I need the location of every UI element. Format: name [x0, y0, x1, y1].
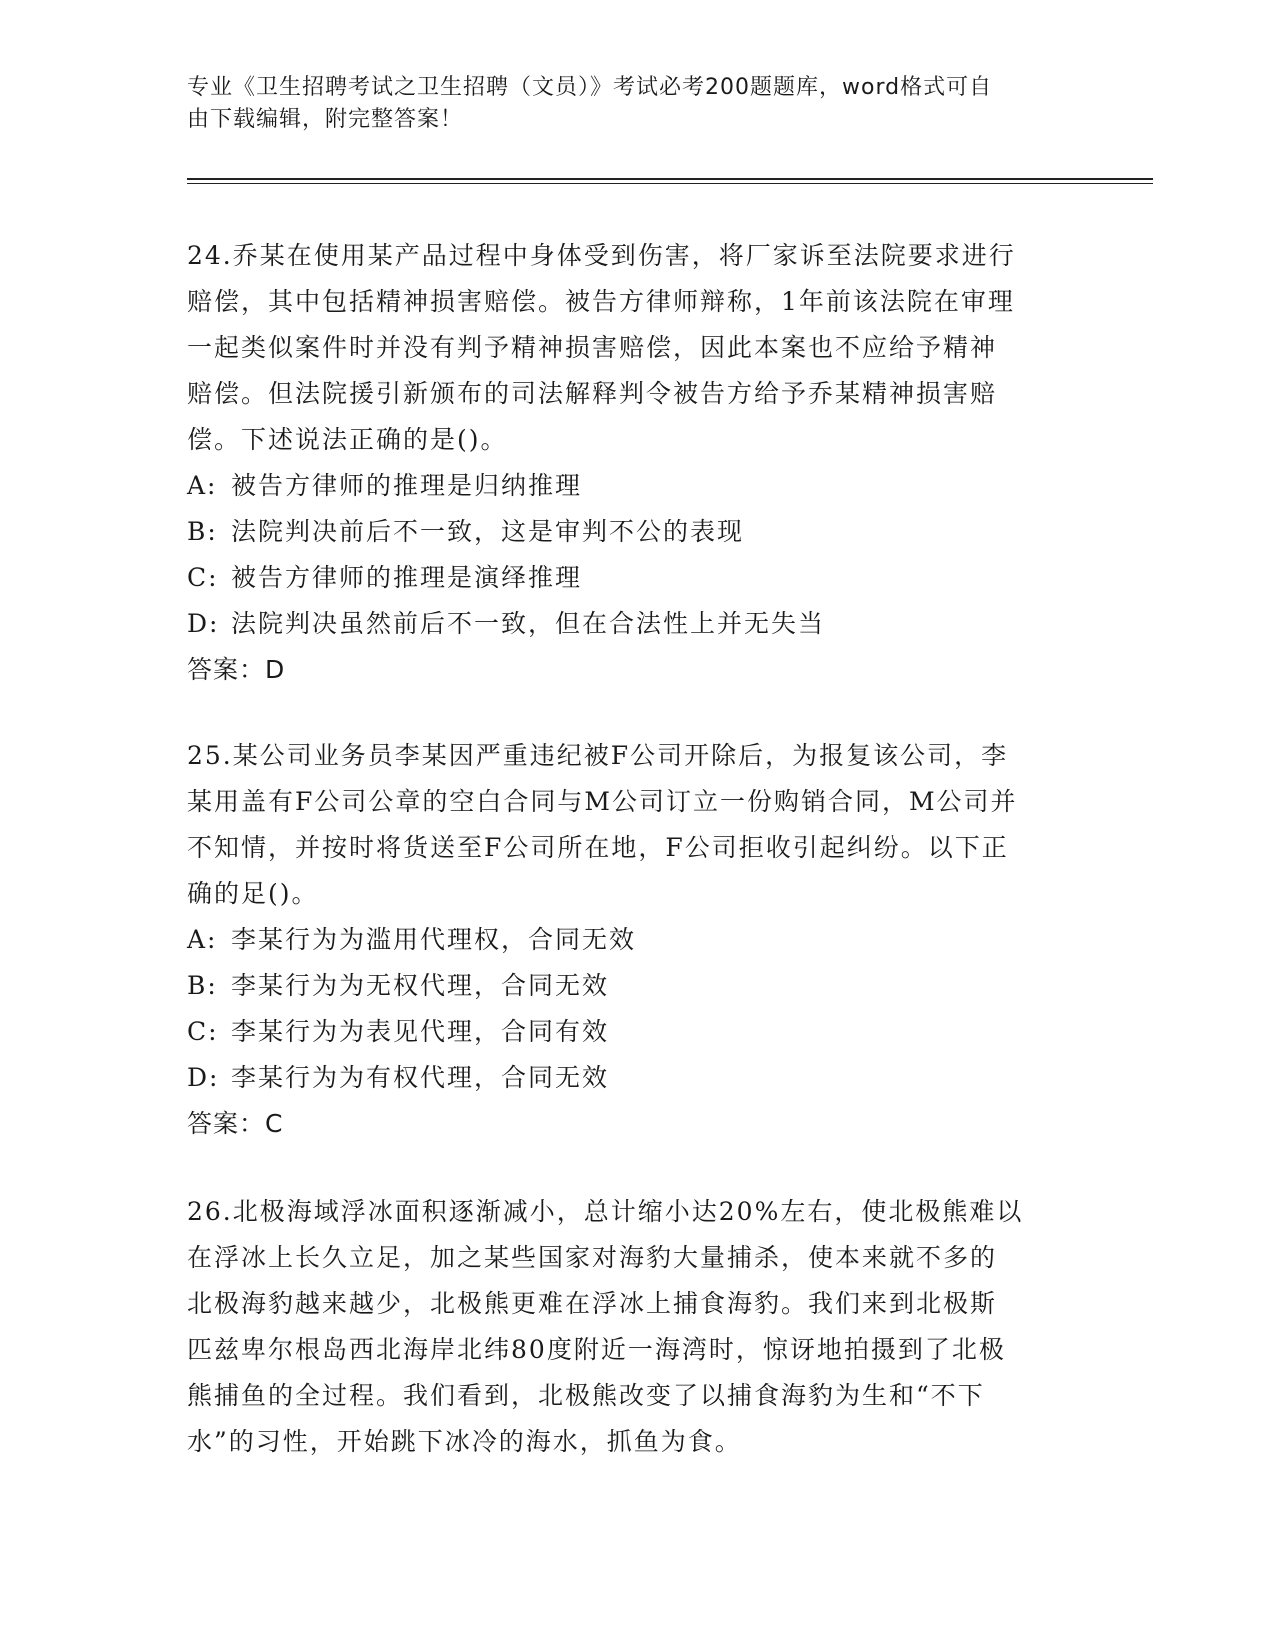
option-text: 被告方律师的推理是归纳推理	[231, 471, 583, 500]
question-25	[187, 733, 1087, 1147]
question-stem-line: 偿。下述说法正确的是()。	[187, 425, 508, 454]
option-key: A:	[187, 471, 218, 500]
option-key: C:	[187, 1017, 219, 1046]
option-key: D:	[187, 609, 220, 638]
question-stem-line: 在浮冰上长久立足，加之某些国家对海豹大量捕杀，使本来就不多的	[187, 1243, 998, 1272]
header-divider-thin	[187, 183, 1153, 184]
question-stem-line: 确的足()。	[187, 879, 319, 908]
option-text: 李某行为为滥用代理权，合同无效	[231, 925, 637, 954]
option-b	[187, 509, 1087, 555]
answer-label: 答案：D	[187, 655, 286, 684]
option-text: 李某行为为表见代理，合同有效	[231, 1017, 610, 1046]
option-text: 法院判决虽然前后不一致，但在合法性上并无失当	[231, 609, 826, 638]
question-stem-line: 赔偿，其中包括精神损害赔偿。被告方律师辩称，1年前该法院在审理	[187, 287, 1015, 316]
option-key: C:	[187, 563, 219, 592]
header-line-1: 专业《卫生招聘考试之卫生招聘（文员）》考试必考200题题库，word格式可自	[187, 75, 993, 100]
option-key: A:	[187, 925, 218, 954]
option-c	[187, 1009, 1087, 1055]
question-stem-line: 24.乔某在使用某产品过程中身体受到伤害，将厂家诉至法院要求进行	[187, 241, 1016, 270]
option-d	[187, 1055, 1087, 1101]
question-24	[187, 233, 1087, 693]
question-stem-line: 一起类似案件时并没有判予精神损害赔偿，因此本案也不应给予精神	[187, 333, 998, 362]
question-stem-line: 某用盖有F公司公章的空白合同与M公司订立一份购销合同，M公司并	[187, 787, 1018, 816]
option-text: 李某行为为无权代理，合同无效	[231, 971, 610, 1000]
question-stem-line: 匹兹卑尔根岛西北海岸北纬80度附近一海湾时，惊讶地拍摄到了北极	[187, 1335, 1006, 1364]
document-header	[187, 72, 1067, 136]
header-divider-thick	[187, 178, 1153, 180]
option-key: D:	[187, 1063, 220, 1092]
header-line-2: 由下载编辑，附完整答案！	[187, 107, 464, 132]
question-stem-line: 赔偿。但法院援引新颁布的司法解释判令被告方给予乔某精神损害赔	[187, 379, 998, 408]
option-d	[187, 601, 1087, 647]
option-key: B:	[187, 971, 218, 1000]
question-stem-line: 25.某公司业务员李某因严重违纪被F公司开除后，为报复该公司，李	[187, 741, 1009, 770]
question-stem-line: 不知情，并按时将货送至F公司所在地，F公司拒收引起纠纷。以下正	[187, 833, 1009, 862]
question-26	[187, 1189, 1087, 1465]
answer-label: 答案：C	[187, 1109, 284, 1138]
question-stem-line: 北极海豹越来越少，北极熊更难在浮冰上捕食海豹。我们来到北极斯	[187, 1289, 998, 1318]
option-a	[187, 917, 1087, 963]
option-text: 法院判决前后不一致，这是审判不公的表现	[231, 517, 745, 546]
question-stem-line: 26.北极海域浮冰面积逐渐减小，总计缩小达20%左右，使北极熊难以	[187, 1197, 1024, 1226]
option-c	[187, 555, 1087, 601]
option-b	[187, 963, 1087, 1009]
option-text: 李某行为为有权代理，合同无效	[231, 1063, 610, 1092]
question-stem-line: 熊捕鱼的全过程。我们看到，北极熊改变了以捕食海豹为生和“不下	[187, 1381, 985, 1410]
question-stem-line: 水”的习性，开始跳下冰冷的海水，抓鱼为食。	[187, 1427, 742, 1456]
option-text: 被告方律师的推理是演绎推理	[231, 563, 583, 592]
option-key: B:	[187, 517, 218, 546]
option-a	[187, 463, 1087, 509]
